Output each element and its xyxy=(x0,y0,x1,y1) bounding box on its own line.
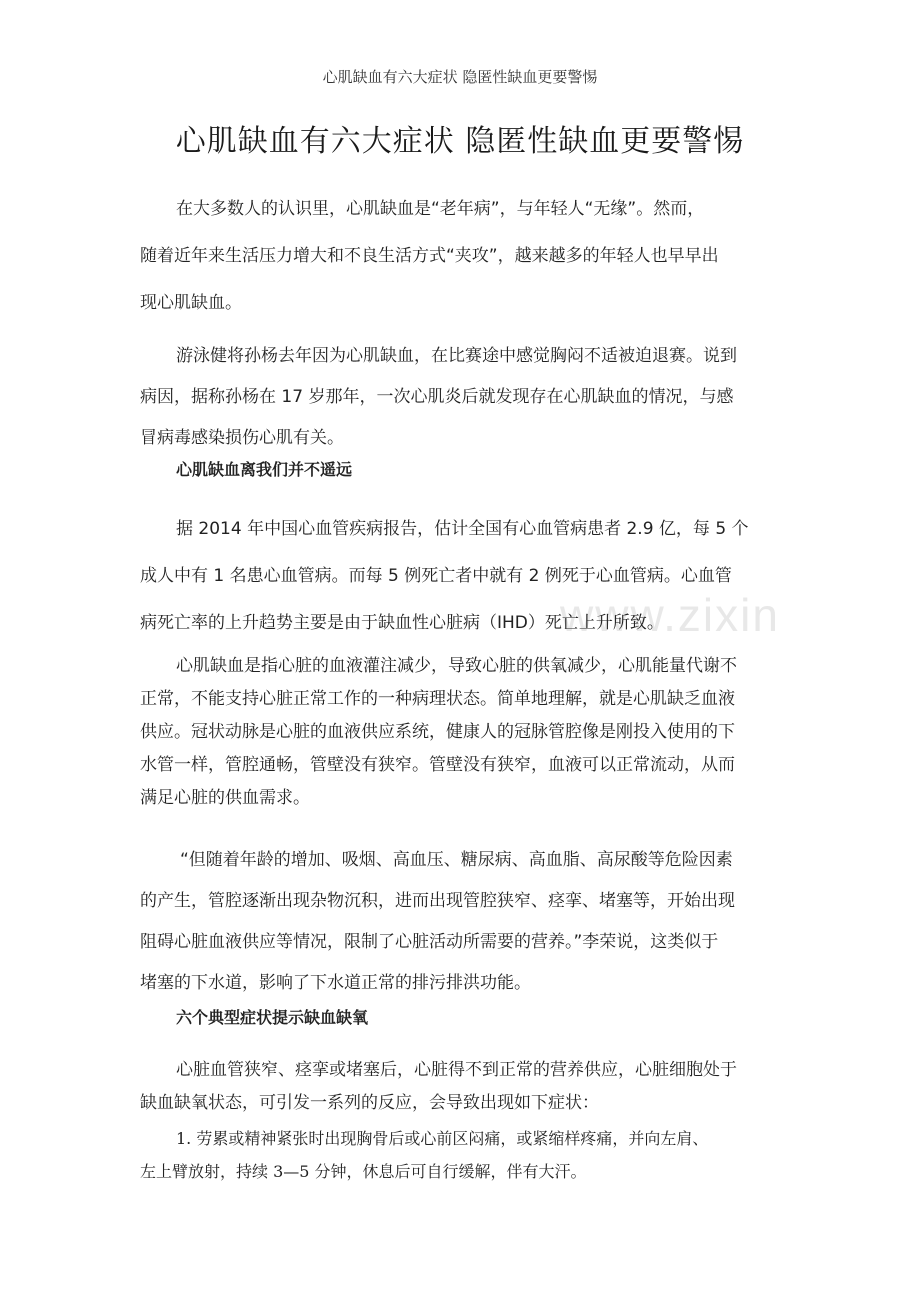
paragraph-line: 缺血缺氧状态，可引发一系列的反应，会导致出现如下症状： xyxy=(140,1093,599,1113)
symptom-item-1 xyxy=(140,1122,785,1188)
paragraph-line: “但随着年龄的增加、吸烟、高血压、糖尿病、高血脂、高尿酸等危险因素 xyxy=(180,850,733,870)
paragraph-line: 病死亡率的上升趋势主要是由于缺血性心脏病（IHD）死亡上升所致。 xyxy=(140,613,664,633)
paragraph-intro xyxy=(140,186,785,327)
paragraph-statistics xyxy=(140,506,785,647)
section-heading-2 xyxy=(140,1006,785,1030)
paragraph-line: 病因，据称孙杨在 17 岁那年，一次心肌炎后就发现存在心肌缺血的情况，与感 xyxy=(140,387,734,407)
paragraph-line: 堵塞的下水道，影响了下水道正常的排污排洪功能。 xyxy=(140,973,531,993)
document-title: 心肌缺血有六大症状 隐匿性缺血更要警惕 xyxy=(175,124,745,159)
paragraph-quote xyxy=(140,840,785,1004)
watermark: www.zixin xyxy=(560,589,780,641)
paragraph-line: 心脏血管狭窄、痉挛或堵塞后，心脏得不到正常的营养供应，心脏细胞处于 xyxy=(176,1060,737,1080)
paragraph-line: 左上臂放射，持续 3—5 分钟，休息后可自行缓解，伴有大汗。 xyxy=(140,1162,587,1181)
paragraph-line: 游泳健将孙杨去年因为心肌缺血，在比赛途中感觉胸闷不适被迫退赛。说到 xyxy=(176,346,737,366)
paragraph-symptoms-intro xyxy=(140,1054,785,1120)
paragraph-line: 在大多数人的认识里，心肌缺血是“老年病”，与年轻人“无缘”。然而， xyxy=(176,199,705,219)
running-header: 心肌缺血有六大症状 隐匿性缺血更要警惕 xyxy=(322,68,598,86)
paragraph-line: 成人中有 1 名患心血管病。而每 5 例死亡者中就有 2 例死于心血管病。心血管 xyxy=(140,566,732,586)
paragraph-line: 正常，不能支持心脏正常工作的一种病理状态。简单地理解，就是心肌缺乏血液 xyxy=(140,689,735,709)
heading-text: 六个典型症状提示缺血缺氧 xyxy=(176,1008,369,1027)
paragraph-line: 现心肌缺血。 xyxy=(140,293,242,313)
paragraph-line: 水管一样，管腔通畅，管壁没有狭窄。管壁没有狭窄，血液可以正常流动，从而 xyxy=(140,755,735,775)
paragraph-sun-yang xyxy=(140,336,785,459)
paragraph-line: 据 2014 年中国心血管疾病报告，估计全国有心血管病患者 2.9 亿，每 5 个 xyxy=(176,519,749,539)
paragraph-line: 冒病毒感染损伤心肌有关。 xyxy=(140,428,344,448)
paragraph-line: 供应。冠状动脉是心脏的血液供应系统，健康人的冠脉管腔像是刚投入使用的下 xyxy=(140,722,735,742)
heading-text: 心肌缺血离我们并不遥远 xyxy=(176,460,353,479)
paragraph-line: 心肌缺血是指心脏的血液灌注减少，导致心脏的供氧减少，心肌能量代谢不 xyxy=(176,656,737,676)
section-heading-1 xyxy=(140,458,785,482)
paragraph-line: 阻碍心脏血液供应等情况，限制了心脏活动所需要的营养。”李荣说，这类似于 xyxy=(140,932,719,952)
paragraph-definition xyxy=(140,650,785,815)
paragraph-line: 1. 劳累或精神紧张时出现胸骨后或心前区闷痛，或紧缩样疼痛，并向左肩、 xyxy=(176,1129,709,1148)
paragraph-line: 满足心脏的供血需求。 xyxy=(140,788,310,808)
paragraph-line: 随着近年来生活压力增大和不良生活方式“夹攻”，越来越多的年轻人也早早出 xyxy=(140,246,719,266)
paragraph-line: 的产生，管腔逐渐出现杂物沉积，进而出现管腔狭窄、痉挛、堵塞等，开始出现 xyxy=(140,891,735,911)
